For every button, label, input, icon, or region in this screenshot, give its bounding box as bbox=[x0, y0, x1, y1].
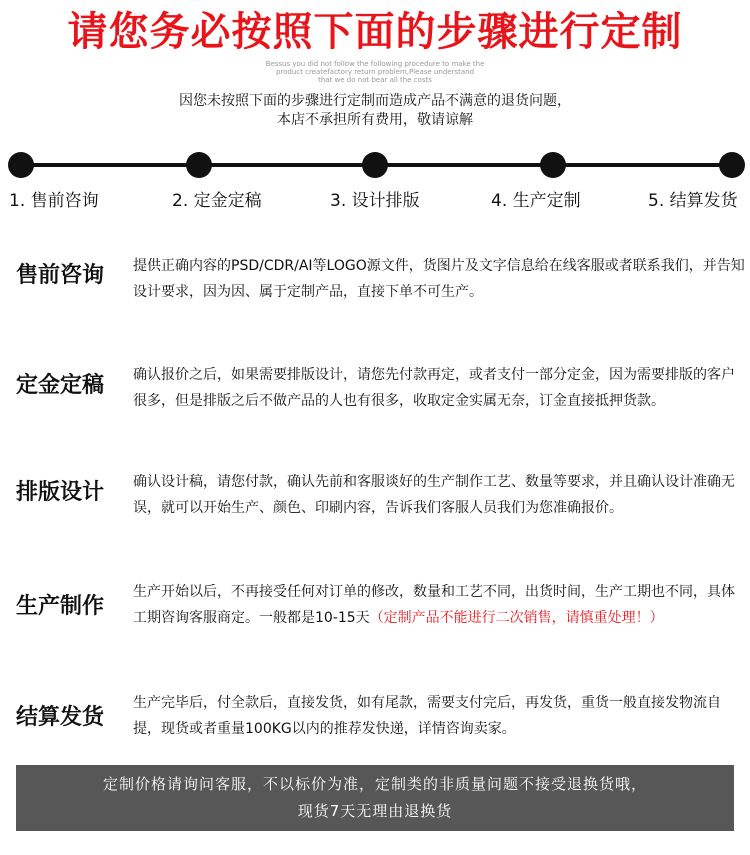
timeline-dot bbox=[8, 152, 34, 178]
section-heading: 生产制作 bbox=[16, 594, 105, 619]
section-text-main: 生产开始以后，不再接受任何对订单的修改，数量和工艺不同，出货时间，生产工期也不同，具体工期咨询客服商定。一般都是10-15天 bbox=[133, 584, 735, 626]
section-text bbox=[133, 579, 745, 631]
footer-line-2: 现货7天无理由退换货 bbox=[297, 802, 453, 820]
step-label-2: 2. 定金定稿 bbox=[172, 191, 262, 211]
section-text: 确认报价之后，如果需要排版设计，请您先付款再定，或者支付一部分定金，因为需要排版的客户很多，但是排版之后不做产品的人也有很多，收取定金实属无奈，订金直接抵押货款。 bbox=[133, 367, 735, 409]
english-note-line: that we do not bear all the costs bbox=[318, 76, 432, 84]
timeline-dot bbox=[362, 152, 388, 178]
notice-text bbox=[0, 92, 750, 130]
notice-line-2: 本店不承担所有费用，敬请谅解 bbox=[277, 112, 473, 128]
step-label-5: 5. 结算发货 bbox=[648, 191, 738, 211]
section-text: 提供正确内容的PSD/CDR/AI等LOGO源文件，货图片及文字信息给在线客服或者联系我们，并告知设计要求，因为因、属于定制产品，直接下单不可生产。 bbox=[133, 258, 745, 300]
timeline-dot bbox=[719, 152, 745, 178]
step-label-1: 1. 售前咨询 bbox=[9, 191, 99, 211]
section-text: 确认设计稿，请您付款，确认先前和客服谈好的生产制作工艺、数量等要求，并且确认设计准确无误，就可以开始生产、颜色、印刷内容，告诉我们客服人员我们为您准确报价。 bbox=[133, 474, 735, 516]
footer-banner bbox=[16, 765, 734, 831]
english-note bbox=[0, 60, 750, 84]
notice-line-1: 因您未按照下面的步骤进行定制而造成产品不满意的退货问题， bbox=[179, 93, 571, 109]
timeline-dot bbox=[540, 152, 566, 178]
section-heading: 售前咨询 bbox=[16, 263, 105, 288]
warning-text: （定制产品不能进行二次销售，请慎重处理！） bbox=[369, 610, 664, 626]
english-note-line: product createfactory return problem,Please understand bbox=[275, 68, 475, 76]
timeline-dot bbox=[186, 152, 212, 178]
page-title: 请您务必按照下面的步骤进行定制 bbox=[67, 9, 683, 55]
english-note-line: Bessus you did not follow the following procedure to make the bbox=[265, 60, 485, 68]
step-label-4: 4. 生产定制 bbox=[491, 191, 581, 211]
section-text: 生产完毕后，付全款后，直接发货，如有尾款，需要支付完后，再发货，重货一般直接发物流自提，现货或者重量100KG以内的推荐发快递，详情咨询卖家。 bbox=[133, 695, 721, 737]
section-heading: 定金定稿 bbox=[16, 373, 105, 398]
footer-line-1: 定制价格请询问客服，不以标价为准，定制类的非质量问题不接受退换货哦， bbox=[102, 775, 647, 793]
section-heading: 排版设计 bbox=[16, 480, 105, 505]
section-heading: 结算发货 bbox=[16, 705, 105, 730]
step-label-3: 3. 设计排版 bbox=[330, 191, 420, 211]
